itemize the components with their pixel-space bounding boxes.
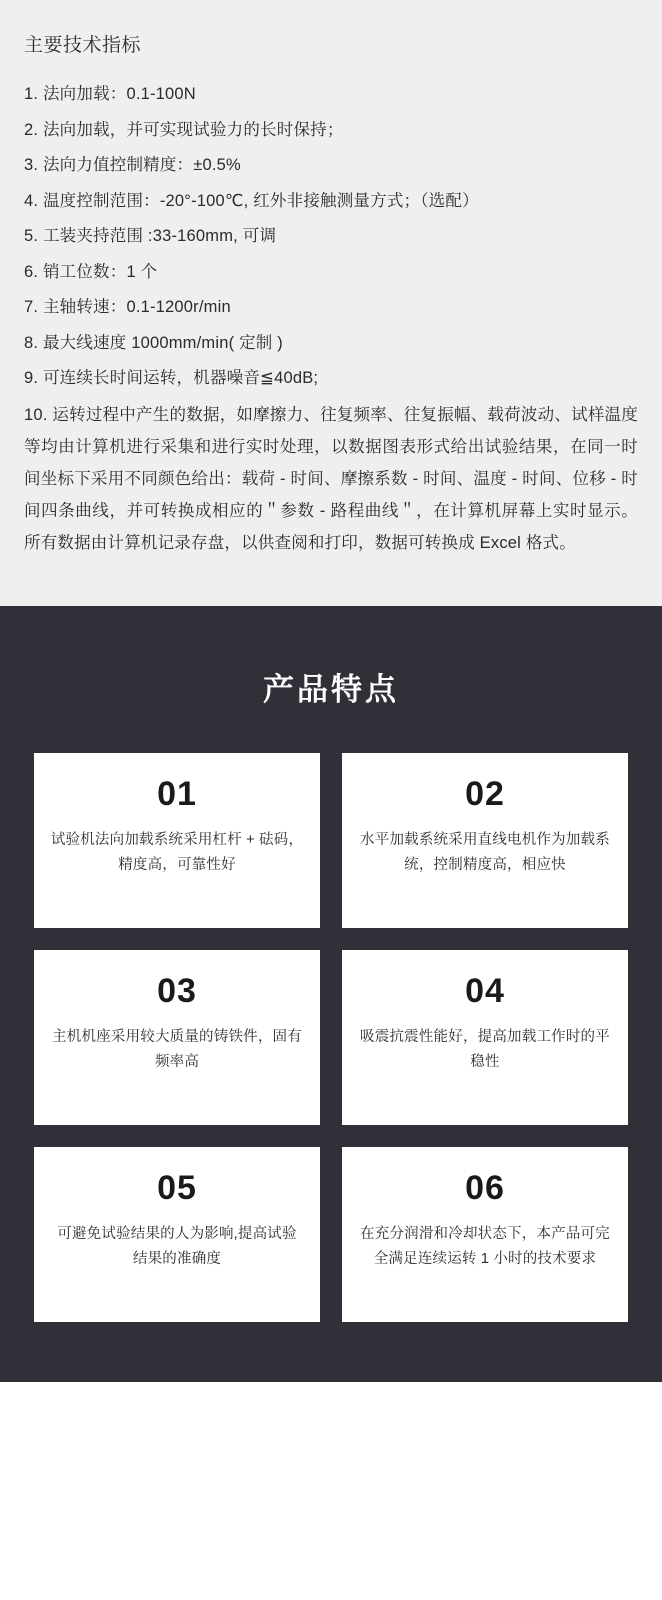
feature-description: 吸震抗震性能好，提高加载工作时的平稳性 (360, 1028, 610, 1070)
feature-description: 可避免试验结果的人为影响,提高试验结果的准确度 (57, 1225, 297, 1267)
feature-card-02 (342, 753, 628, 928)
spec-item-6: 6. 销工位数：1 个 (24, 262, 158, 281)
feature-number: 02 (465, 774, 505, 813)
feature-description: 主机机座采用较大质量的铸铁件，固有频率高 (52, 1028, 302, 1070)
feature-card-03 (34, 950, 320, 1125)
feature-number: 05 (157, 1168, 197, 1207)
product-features-section (0, 606, 662, 1382)
feature-number: 01 (157, 774, 197, 813)
feature-card-01 (34, 753, 320, 928)
feature-card-06 (342, 1147, 628, 1322)
spec-item-8: 8. 最大线速度 1000mm/min( 定制 ) (24, 333, 283, 352)
specs-section-title: 主要技术指标 (24, 35, 142, 56)
spec-item-5: 5. 工装夹持范围 :33-160mm, 可调 (24, 227, 277, 246)
spec-item-1: 1. 法向加载：0.1-100N (24, 85, 196, 103)
bottom-spacer (0, 1382, 662, 1444)
spec-item-2: 2. 法向加载，并可实现试验力的长时保持； (24, 120, 344, 139)
feature-card-04 (342, 950, 628, 1125)
feature-description: 水平加载系统采用直线电机作为加载系统，控制精度高，相应快 (360, 831, 610, 873)
feature-number: 06 (465, 1168, 505, 1207)
feature-number: 04 (465, 971, 505, 1010)
spec-item-4: 4. 温度控制范围：-20°-100℃, 红外非接触测量方式；（选配） (24, 191, 479, 210)
feature-card-05 (34, 1147, 320, 1322)
feature-description: 在充分润滑和冷却状态下，本产品可完全满足连续运转 1 小时的技术要求 (360, 1225, 610, 1267)
feature-description: 试验机法向加载系统采用杠杆 + 砝码，精度高，可靠性好 (50, 831, 304, 873)
features-section-title: 产品特点 (263, 671, 399, 707)
spec-item-7: 7. 主轴转速：0.1-1200r/min (24, 298, 231, 317)
feature-number: 03 (157, 971, 197, 1010)
technical-specs-section (0, 0, 662, 606)
spec-item-10: 10. 运转过程中产生的数据，如摩擦力、往复频率、往复振幅、载荷波动、试样温度等均由计算机进行采集和进行实时处理，以数据图表形式给出试验结果，在同一时间坐标下采用不同颜色给出：载荷 - 时间、摩擦系数 - 时间、温度 - 时间、位移 - 时间四条曲线，并可转换成相应的＂参数 - 路程曲线＂，在计算机屏幕上实时显示。所有数据由计算机记录存盘，以供查阅和打印，数据可转换成 Excel 格式。 (24, 405, 638, 553)
features-grid (34, 753, 628, 1322)
spec-item-9: 9. 可连续长时间运转，机器噪音≦40dB; (24, 369, 319, 388)
spec-item-3: 3. 法向力值控制精度：±0.5% (24, 156, 241, 175)
